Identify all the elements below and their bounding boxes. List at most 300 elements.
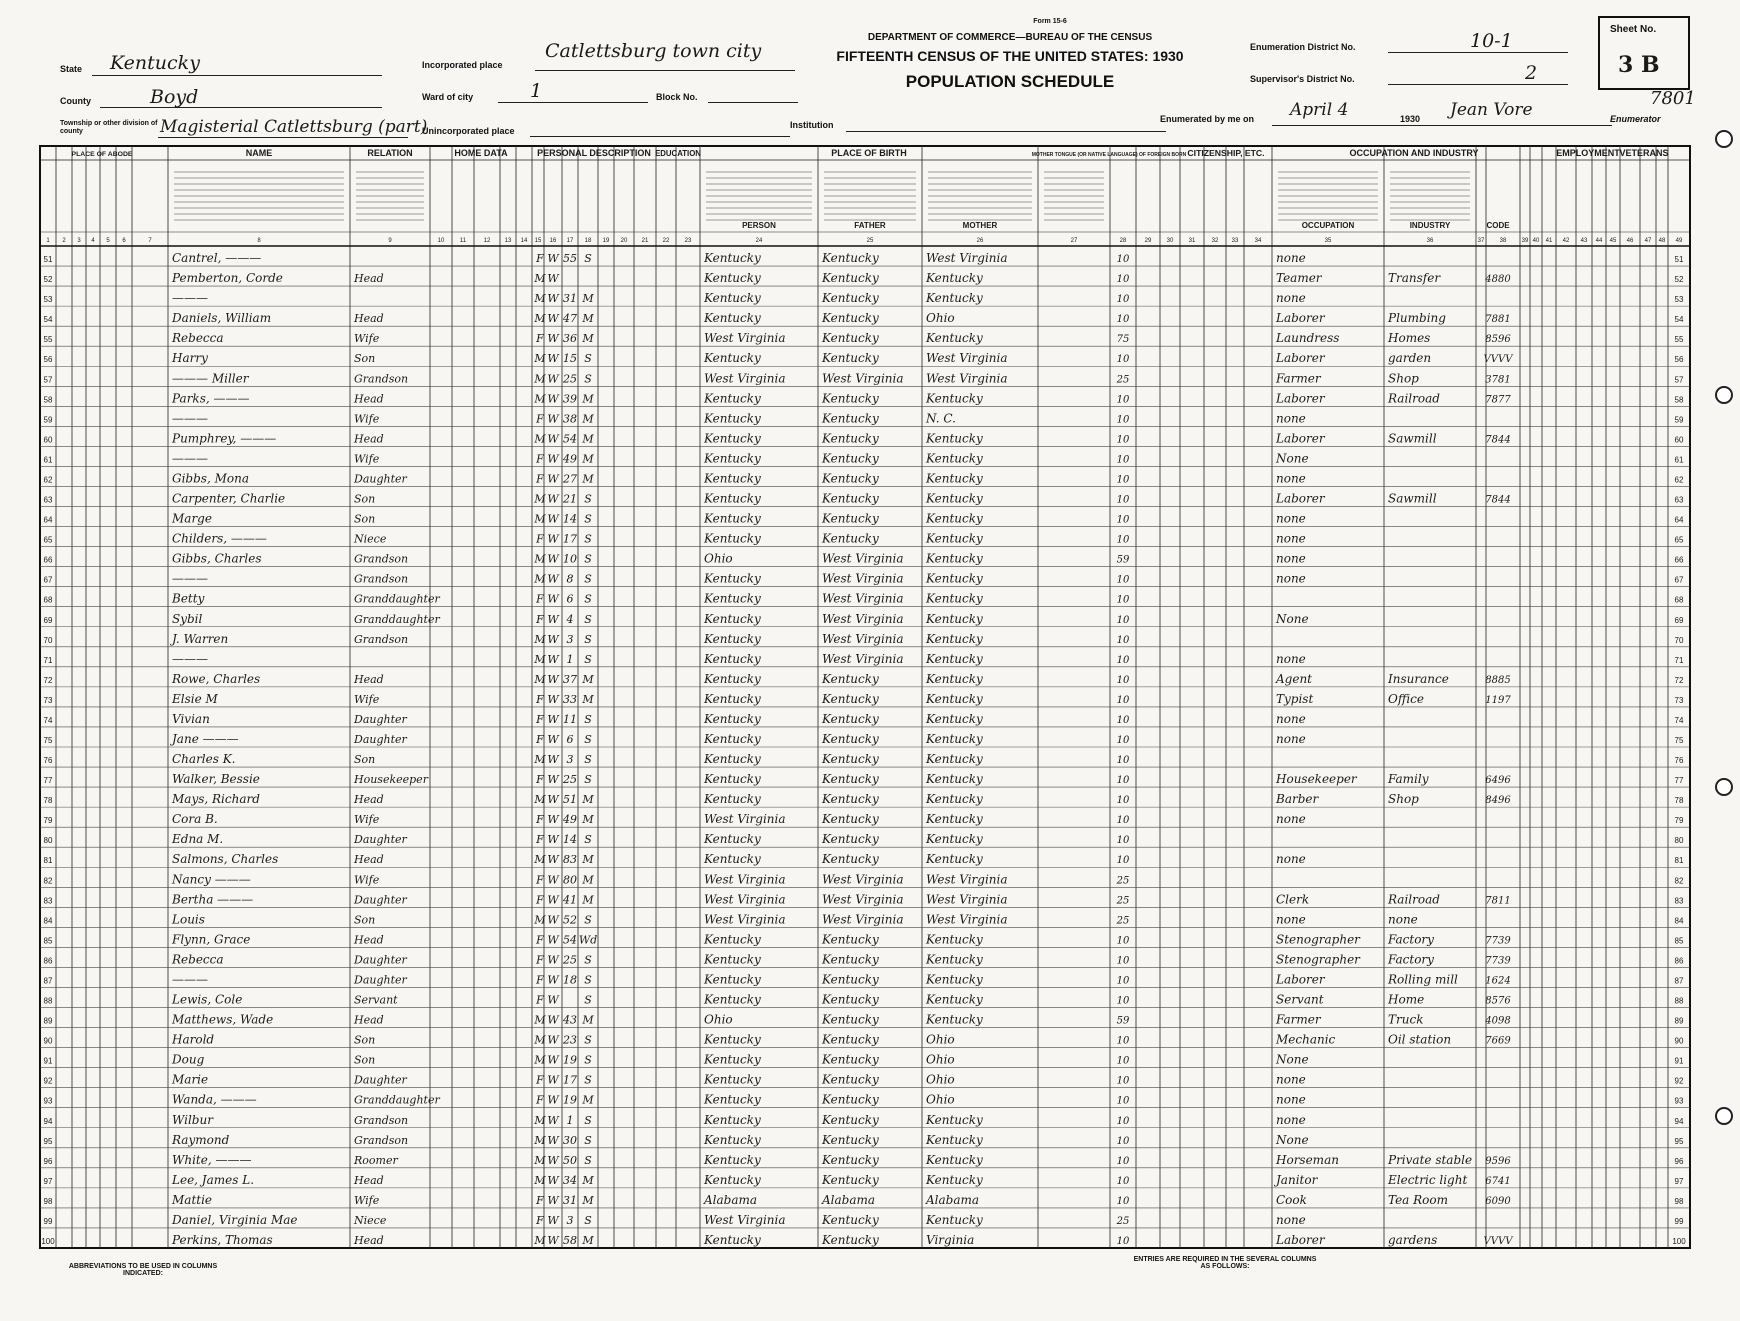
sex-cell: F — [536, 993, 544, 1007]
race-cell: W — [547, 1033, 559, 1047]
sex-cell: F — [536, 1073, 544, 1087]
mother-birthplace-cell: Kentucky — [926, 551, 983, 566]
person-birthplace-cell: West Virginia — [704, 1212, 786, 1227]
mother-birthplace-cell: Kentucky — [926, 792, 983, 807]
age-cell: 21 — [563, 492, 577, 506]
marital-cell: S — [584, 532, 592, 546]
name-cell: Mattie — [172, 1192, 213, 1207]
sex-cell: M — [534, 1053, 546, 1067]
row-number: 69 — [43, 615, 53, 625]
birth-code-cell: 10 — [1116, 674, 1130, 686]
row-number: 85 — [1674, 936, 1684, 946]
father-birthplace-cell: Kentucky — [822, 752, 879, 767]
column-number: 11 — [459, 238, 467, 244]
person-birthplace-cell: Kentucky — [704, 691, 761, 706]
age-cell: 34 — [563, 1173, 577, 1187]
relation-cell: Housekeeper — [354, 773, 428, 787]
father-birthplace-cell: Kentucky — [822, 691, 879, 706]
occupation-cell: none — [1276, 531, 1306, 546]
person-birthplace-cell: Kentucky — [704, 511, 761, 526]
age-cell: 19 — [563, 1093, 577, 1107]
relation-cell: Wife — [354, 873, 380, 887]
age-cell: 49 — [563, 452, 577, 466]
sex-cell: F — [536, 773, 544, 787]
industry-cell: Plumbing — [1388, 311, 1446, 326]
relation-cell: Servant — [354, 993, 398, 1007]
abbreviations-title: ABBREVIATIONS TO BE USED IN COLUMNS INDICATED: — [68, 1263, 218, 1277]
sex-cell: M — [534, 372, 546, 386]
column-number: 24 — [755, 238, 763, 244]
row-number: 53 — [1674, 295, 1684, 305]
row-number: 71 — [1674, 655, 1684, 665]
occupation-code-cell: 7739 — [1485, 935, 1511, 947]
section-heading: PERSONAL DESCRIPTION — [537, 148, 651, 158]
sex-cell: M — [534, 392, 546, 406]
name-cell: Walker, Bessie — [172, 772, 260, 787]
row-number: 85 — [43, 936, 53, 946]
age-cell: 47 — [563, 312, 577, 326]
row-number: 65 — [43, 535, 53, 545]
industry-cell: Truck — [1388, 1012, 1424, 1027]
race-cell: W — [547, 893, 559, 907]
race-cell: W — [547, 873, 559, 887]
industry-cell: Rolling mill — [1388, 972, 1458, 987]
row-number: 78 — [1674, 796, 1684, 806]
occupation-cell: Cook — [1276, 1192, 1307, 1207]
marital-cell: S — [584, 592, 592, 606]
sex-cell: M — [534, 312, 546, 326]
name-cell: J. Warren — [172, 631, 229, 646]
mother-birthplace-cell: Kentucky — [926, 732, 983, 746]
marital-cell: M — [582, 813, 594, 827]
father-birthplace-cell: Kentucky — [822, 972, 879, 987]
race-cell: W — [547, 332, 559, 346]
race-cell: W — [547, 733, 559, 746]
birth-code-cell: 25 — [1116, 374, 1130, 386]
column-number: 3 — [77, 238, 81, 244]
row-number: 79 — [1674, 816, 1684, 826]
birth-code-cell: 10 — [1116, 955, 1130, 967]
relation-cell: Son — [354, 753, 376, 767]
mother-birthplace-cell: Kentucky — [926, 591, 983, 606]
name-cell: ——— Miller — [172, 371, 249, 386]
industry-cell: Sawmill — [1388, 491, 1437, 506]
occupation-cell: none — [1276, 251, 1306, 266]
sex-cell: M — [534, 913, 546, 927]
occupation-code-cell: 7844 — [1485, 434, 1511, 446]
column-number: 18 — [584, 238, 592, 244]
mother-birthplace-cell: Kentucky — [926, 1172, 983, 1187]
relation-cell: Granddaughter — [354, 612, 440, 626]
marital-cell: S — [584, 512, 592, 526]
mother-birthplace-cell: Kentucky — [926, 832, 983, 847]
sex-cell: F — [536, 452, 544, 466]
mother-birthplace-cell: Kentucky — [926, 1212, 983, 1227]
form-number: Form 15-6 — [1033, 18, 1067, 25]
marital-cell: S — [584, 1213, 592, 1227]
name-cell: Childers, ——— — [172, 531, 267, 546]
race-cell: W — [547, 412, 559, 426]
column-number: 12 — [483, 238, 491, 244]
relation-cell: Head — [354, 853, 384, 867]
column-number: 8 — [257, 238, 261, 244]
mother-birthplace-cell: Kentucky — [926, 331, 983, 346]
person-birthplace-cell: Kentucky — [704, 411, 761, 426]
father-birthplace-cell: Kentucky — [822, 491, 879, 506]
occupation-cell: Laborer — [1276, 431, 1325, 446]
birth-code-cell: 10 — [1116, 534, 1130, 546]
marital-cell: S — [584, 572, 592, 586]
column-number: 49 — [1675, 238, 1683, 244]
industry-cell: Shop — [1388, 792, 1419, 807]
occupation-cell: none — [1276, 291, 1306, 306]
birth-code-cell: 10 — [1116, 294, 1130, 306]
mother-birthplace-cell: Kentucky — [926, 1152, 983, 1167]
row-number: 91 — [43, 1056, 53, 1066]
name-cell: Bertha ——— — [172, 892, 254, 907]
row-number: 74 — [1674, 715, 1684, 725]
column-number: 21 — [641, 238, 649, 244]
block-label: Block No. — [656, 92, 698, 102]
person-birthplace-cell: Kentucky — [704, 1132, 761, 1147]
race-cell: W — [547, 532, 559, 546]
row-number: 75 — [1674, 736, 1684, 745]
column-number: 31 — [1188, 238, 1196, 244]
father-birthplace-cell: Kentucky — [822, 311, 879, 326]
row-number: 73 — [1674, 695, 1684, 705]
sex-cell: M — [534, 1234, 546, 1247]
birth-code-cell: 10 — [1116, 835, 1130, 847]
name-cell: Daniel, Virginia Mae — [172, 1212, 298, 1227]
sex-cell: F — [536, 592, 544, 606]
occupation-cell: Barber — [1276, 792, 1319, 807]
row-number: 87 — [43, 976, 53, 986]
relation-cell: Daughter — [354, 733, 407, 746]
sex-cell: F — [536, 412, 544, 426]
sex-cell: M — [534, 272, 546, 286]
occupation-cell: none — [1276, 411, 1306, 426]
person-birthplace-cell: Kentucky — [704, 1112, 761, 1127]
sex-cell: M — [534, 793, 546, 807]
father-birthplace-cell: West Virginia — [822, 591, 904, 606]
row-number: 65 — [1674, 535, 1684, 545]
birth-code-cell: 10 — [1116, 1175, 1130, 1187]
person-birthplace-cell: Kentucky — [704, 491, 761, 506]
occupation-code-cell: 7811 — [1485, 895, 1511, 907]
column-number: 6 — [122, 238, 126, 244]
occupation-cell: none — [1276, 1112, 1306, 1127]
row-number: 58 — [1674, 395, 1684, 405]
occupation-code-cell: 8576 — [1485, 995, 1511, 1007]
name-cell: Marge — [172, 511, 212, 526]
relation-cell: Head — [354, 432, 384, 446]
sex-cell: M — [534, 753, 546, 767]
row-number: 69 — [1674, 615, 1684, 625]
row-number: 84 — [1674, 916, 1684, 926]
row-number: 64 — [1674, 515, 1684, 525]
row-number: 84 — [43, 916, 53, 926]
occupation-cell: Janitor — [1276, 1172, 1318, 1187]
occupation-code-cell: 8885 — [1485, 674, 1511, 686]
name-cell: Rebecca — [172, 952, 224, 967]
age-cell: 14 — [563, 833, 577, 847]
person-birthplace-cell: Kentucky — [704, 711, 761, 726]
race-cell: W — [547, 1173, 559, 1187]
mother-birthplace-cell: Kentucky — [926, 852, 983, 867]
father-birthplace-cell: Kentucky — [822, 531, 879, 546]
age-cell: 54 — [563, 933, 577, 947]
age-cell: 14 — [563, 512, 577, 526]
father-birthplace-cell: Kentucky — [822, 711, 879, 726]
name-cell: Parks, ——— — [172, 391, 250, 406]
occupation-cell: Laborer — [1276, 491, 1325, 506]
father-birthplace-cell: Kentucky — [822, 1072, 879, 1087]
relation-cell: Head — [354, 672, 384, 686]
marital-cell: S — [584, 632, 592, 646]
race-cell: W — [547, 632, 559, 646]
mother-birthplace-cell: West Virginia — [926, 872, 1008, 887]
row-number: 72 — [1674, 675, 1684, 685]
age-cell: 31 — [563, 1193, 577, 1207]
name-cell: Raymond — [172, 1132, 230, 1147]
unincorporated-place-label: Unincorporated place — [422, 126, 515, 136]
age-cell: 15 — [563, 352, 577, 366]
birth-code-cell: 10 — [1116, 975, 1130, 987]
father-birthplace-cell: West Virginia — [822, 651, 904, 666]
sex-cell: F — [536, 893, 544, 907]
person-birthplace-cell: Kentucky — [704, 451, 761, 466]
occupation-cell: Stenographer — [1276, 952, 1360, 967]
name-cell: Vivian — [172, 711, 210, 726]
occupation-cell: Laborer — [1276, 391, 1325, 406]
name-cell: Flynn, Grace — [172, 932, 251, 947]
sex-cell: F — [536, 252, 544, 266]
race-cell: W — [547, 1234, 559, 1247]
column-number: 38 — [1499, 238, 1507, 244]
occupation-cell: Agent — [1276, 671, 1312, 686]
age-cell: 80 — [563, 873, 577, 887]
father-birthplace-cell: Kentucky — [822, 1132, 879, 1147]
occupation-code-cell: 7844 — [1485, 494, 1511, 506]
father-birthplace-cell: Kentucky — [822, 351, 879, 366]
row-number: 83 — [1674, 896, 1684, 906]
occupation-code-cell: 6496 — [1485, 775, 1511, 787]
industry-cell: Oil station — [1388, 1032, 1452, 1047]
row-number: 68 — [1674, 595, 1684, 605]
race-cell: W — [547, 472, 559, 486]
person-birthplace-cell: West Virginia — [704, 912, 786, 927]
name-cell: Matthews, Wade — [172, 1012, 274, 1027]
industry-cell: garden — [1388, 351, 1432, 366]
section-heading: RELATION — [367, 148, 413, 158]
industry-cell: Factory — [1388, 952, 1434, 967]
marital-cell: M — [582, 873, 594, 887]
marital-cell: M — [582, 672, 594, 686]
occupation-cell: Laborer — [1276, 311, 1325, 326]
mother-birthplace-cell: N. C. — [926, 411, 956, 426]
sex-cell: F — [536, 1193, 544, 1207]
occupation-cell: None — [1276, 1052, 1309, 1067]
mother-birthplace-cell: Kentucky — [926, 812, 983, 827]
age-cell: 41 — [563, 893, 577, 907]
row-number: 95 — [43, 1136, 53, 1146]
column-number: 20 — [620, 238, 628, 244]
mother-birthplace-cell: Ohio — [926, 311, 955, 326]
father-birthplace-cell: Kentucky — [822, 1212, 879, 1227]
sheet-number-value: 3 B — [1618, 52, 1660, 78]
state-value: Kentucky — [110, 52, 200, 74]
row-number: 86 — [43, 956, 53, 966]
marital-cell: M — [582, 412, 594, 426]
sex-cell: F — [536, 1093, 544, 1107]
sex-cell: F — [536, 933, 544, 947]
mother-birthplace-cell: Kentucky — [926, 671, 983, 686]
father-birthplace-cell: Kentucky — [822, 792, 879, 807]
race-cell: W — [547, 993, 559, 1007]
age-cell: 17 — [563, 532, 577, 546]
industry-cell: Private stable — [1388, 1152, 1473, 1167]
age-cell: 8 — [566, 572, 574, 586]
occupation-code-cell: 1624 — [1485, 975, 1511, 987]
name-cell: Marie — [172, 1072, 209, 1087]
row-number: 67 — [1674, 575, 1684, 585]
marital-cell: M — [582, 1234, 594, 1247]
age-cell: 55 — [563, 252, 577, 266]
age-cell: 3 — [566, 1213, 574, 1227]
occupation-code-cell: 8496 — [1485, 795, 1511, 807]
relation-cell: Head — [354, 272, 384, 286]
mother-birthplace-cell: Kentucky — [926, 992, 983, 1007]
relation-cell: Daughter — [354, 712, 407, 726]
age-cell: 36 — [563, 332, 577, 346]
sex-cell: F — [536, 813, 544, 827]
row-number: 63 — [1674, 495, 1684, 505]
race-cell: W — [547, 492, 559, 506]
occupation-cell: Teamer — [1276, 271, 1322, 286]
enumeration-year: 1930 — [1400, 114, 1421, 124]
birth-code-cell: 10 — [1116, 354, 1130, 366]
sheet-number-label: Sheet No. — [1610, 24, 1657, 35]
column-number: 41 — [1545, 238, 1553, 244]
person-birthplace-cell: Kentucky — [704, 992, 761, 1007]
column-number: 9 — [388, 238, 392, 244]
row-number: 72 — [43, 675, 53, 685]
birth-code-cell: 10 — [1116, 1135, 1130, 1147]
mother-birthplace-cell: Ohio — [926, 1032, 955, 1047]
mother-birthplace-cell: West Virginia — [926, 351, 1008, 366]
relation-cell: Niece — [354, 532, 387, 546]
row-number: 90 — [43, 1036, 53, 1046]
occupation-code-cell: 6090 — [1485, 1195, 1511, 1207]
marital-cell: M — [582, 853, 594, 867]
marital-cell: S — [584, 1113, 592, 1127]
mother-birthplace-cell: Kentucky — [926, 451, 983, 466]
row-number: 95 — [1674, 1136, 1684, 1146]
supervisor-district-value: 2 — [1525, 62, 1538, 84]
race-cell: W — [547, 672, 559, 686]
race-cell: W — [547, 1073, 559, 1087]
marital-cell: S — [584, 993, 592, 1007]
person-birthplace-cell: Kentucky — [704, 1032, 761, 1047]
mother-birthplace-cell: Alabama — [926, 1192, 980, 1207]
father-birthplace-cell: Kentucky — [822, 511, 879, 526]
section-heading: VETERANS — [1619, 148, 1669, 158]
county-value: Boyd — [150, 86, 199, 108]
father-birthplace-cell: Kentucky — [822, 1012, 879, 1027]
race-cell: W — [547, 452, 559, 466]
township-value: Magisterial Catlettsburg (part) — [160, 117, 428, 137]
person-birthplace-cell: Kentucky — [704, 732, 761, 746]
sex-cell: M — [534, 632, 546, 646]
marital-cell: S — [584, 753, 592, 767]
birth-code-cell: 10 — [1116, 614, 1130, 626]
person-birthplace-cell: Kentucky — [704, 772, 761, 787]
name-cell: Mays, Richard — [172, 792, 260, 807]
birth-code-cell: 10 — [1116, 654, 1130, 666]
relation-cell: Head — [354, 392, 384, 406]
mother-birthplace-cell: Ohio — [926, 1092, 955, 1107]
birth-code-cell: 59 — [1116, 554, 1130, 566]
row-number: 89 — [1674, 1016, 1684, 1026]
binding-hole — [1715, 130, 1733, 148]
age-cell: 52 — [563, 913, 577, 927]
mother-birthplace-cell: Virginia — [926, 1233, 975, 1247]
section-heading: EMPLOYMENT — [1556, 148, 1620, 158]
row-number: 64 — [43, 515, 53, 525]
state-label: State — [60, 64, 83, 74]
father-birthplace-cell: West Virginia — [822, 551, 904, 566]
binding-hole — [1715, 386, 1733, 404]
name-cell: ——— — [172, 571, 208, 586]
subheading: MOTHER — [962, 221, 998, 230]
relation-cell: Wife — [354, 332, 380, 346]
schedule-title: POPULATION SCHEDULE — [905, 72, 1115, 91]
row-number: 58 — [43, 395, 53, 405]
birth-code-cell: 25 — [1116, 915, 1130, 927]
industry-cell: Sawmill — [1388, 431, 1437, 446]
subheading: PERSON — [742, 221, 776, 230]
township-label: Township or other division of county — [60, 120, 158, 135]
person-birthplace-cell: Kentucky — [704, 952, 761, 967]
occupation-cell: none — [1276, 1212, 1306, 1227]
column-number: 25 — [866, 238, 874, 244]
person-birthplace-cell: Kentucky — [704, 571, 761, 586]
column-number: 13 — [504, 238, 512, 244]
mother-birthplace-cell: Kentucky — [926, 972, 983, 987]
subheading: FATHER — [854, 221, 886, 230]
marital-cell: M — [582, 332, 594, 346]
section-heading: HOME DATA — [454, 148, 508, 158]
occupation-cell: Mechanic — [1276, 1032, 1336, 1047]
section-heading: OCCUPATION AND INDUSTRY — [1349, 148, 1479, 158]
row-number: 60 — [43, 435, 53, 445]
race-cell: W — [547, 392, 559, 406]
marital-cell: M — [582, 1173, 594, 1187]
age-cell: 25 — [563, 953, 577, 967]
mother-birthplace-cell: West Virginia — [926, 892, 1008, 907]
age-cell: 18 — [563, 973, 577, 987]
relation-cell: Grandson — [354, 632, 409, 646]
marital-cell: S — [584, 492, 592, 506]
column-number: 39 — [1521, 238, 1529, 244]
relation-cell: Wife — [354, 1193, 380, 1207]
industry-cell: Insurance — [1388, 671, 1449, 686]
relation-cell: Daughter — [354, 973, 407, 987]
father-birthplace-cell: Kentucky — [822, 772, 879, 787]
row-number: 93 — [43, 1096, 53, 1106]
name-cell: Doug — [172, 1052, 205, 1067]
mother-birthplace-cell: Kentucky — [926, 571, 983, 586]
